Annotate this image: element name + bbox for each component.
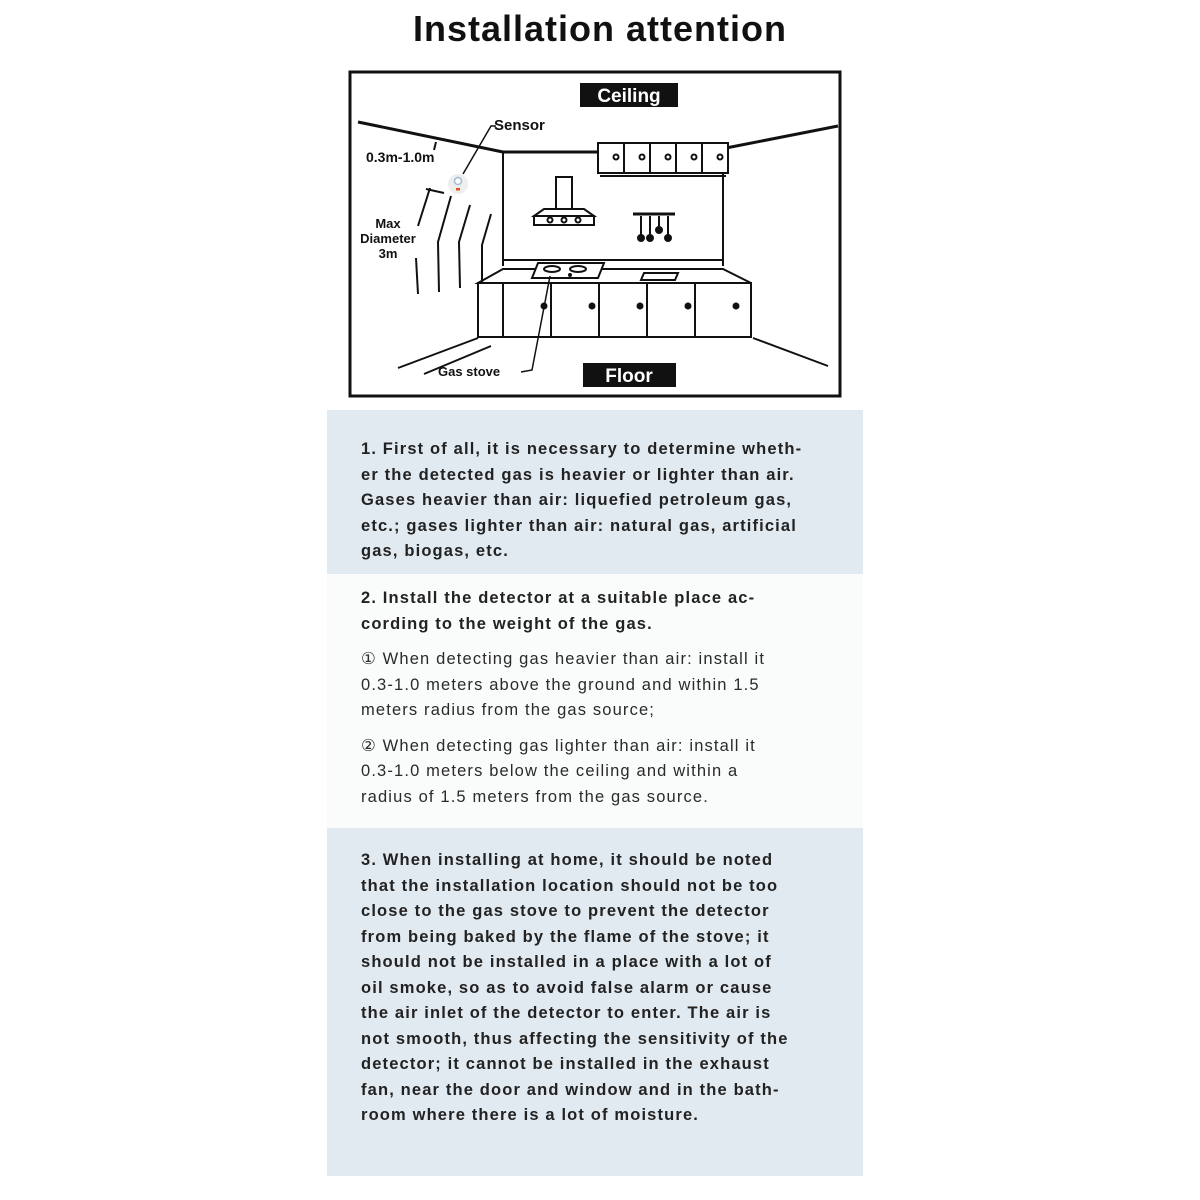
upper-cabinets [598,143,728,176]
gas-stove-label: Gas stove [438,364,501,379]
section-2-heading: 2. Install the detector at a suitable place ac- cording to the weight of the gas. [361,589,756,633]
sensor-light [455,178,462,185]
section-2-panel [327,574,863,828]
section-2-item-2: ② When detecting gas lighter than air: install it 0.3-1.0 meters below the ceiling and within a radius of 1.5 meters from the gas source. [361,736,756,806]
sensor-label: Sensor [494,117,545,134]
section-3-panel [327,828,863,1176]
distance-label: 0.3m-1.0m [366,149,435,165]
max-label: Max [375,216,401,231]
diagram-frame [350,72,840,396]
countertop [478,269,751,337]
ceiling-label: Ceiling [597,86,661,107]
page-title: Installation attention [412,8,787,49]
section-1-panel [327,410,863,574]
section-2-item-1: ① When detecting gas heavier than air: install it 0.3-1.0 meters above the ground and within 1.5 meters radius from the gas source; [361,650,766,719]
sensor-led [456,188,460,191]
section-3-text: 3. When installing at home, it should be noted that the installation location should not be too close to the gas stove to prevent the detector from being baked by the flame of the stove; it should not be installed in a place with a lot of oil smoke, so as to avoid false alarm or cause the air inlet of the detector to enter. The air is not smooth, thus affecting the sensitivity of the detector; it cannot be installed in the exhaust fan, near the door and window and in the bath- room where there is a lot of moisture. [361,851,789,1124]
sink [641,273,678,280]
diameter-value-label: 3m [378,246,398,261]
gas-stove [532,263,604,278]
diameter-label: Diameter [360,231,416,246]
floor-label: Floor [605,366,653,387]
section-1-text: 1. First of all, it is necessary to determine wheth- er the detected gas is heavier or lighter than air. Gases heavier than air: liquefied petroleum gas, etc.; gases lighter than air: natural gas, artificial gas, biogas, etc. [361,440,803,560]
kitchen-installation-diagram [348,70,842,398]
